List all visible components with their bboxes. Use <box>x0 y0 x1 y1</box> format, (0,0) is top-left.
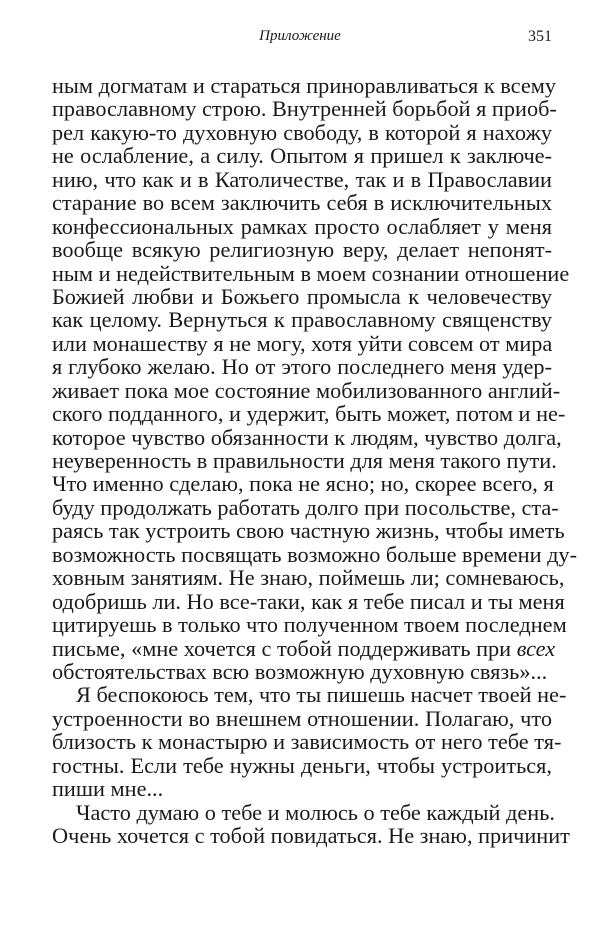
text-line: устроенности во внешнем отношении. Полагаю, что <box>52 705 552 731</box>
text-line: Что именно сделаю, пока не ясно; но, скорее всего, я <box>52 471 554 497</box>
text-line: живает пока мое состояние мобилизованного англий- <box>52 377 561 403</box>
italic-emphasis: всех <box>516 635 556 661</box>
text-line: как целому. Вернуться к православному священству <box>52 307 552 333</box>
text-line: нию, что как и в Католичестве, так и в Православии <box>52 166 552 192</box>
text-line: Часто думаю о тебе и молюсь о тебе каждый день. <box>76 799 555 825</box>
text-line: неуверенность в правильности для меня такого пути. <box>52 448 557 473</box>
text-line: близость к монастырю и зависимость от него тебе тя- <box>52 729 562 755</box>
page-number: 351 <box>528 28 552 45</box>
text-line: обстоятельствах всю возможную духовную связь»... <box>52 658 548 684</box>
text-line: или монашеству я не могу, хотя уйти совсем от мира <box>52 330 553 356</box>
text-line: не ослабление, а силу. Опытом я пришел к заключе- <box>52 143 552 169</box>
text-line: пиши мне... <box>52 776 164 802</box>
text-line: возможность посвящать возможно больше времени ду- <box>52 541 577 567</box>
text-line: ным и недействительным в моем сознании отношение <box>52 260 570 286</box>
text-line: конфессиональных рамках просто ослабляет у меня <box>52 213 552 239</box>
text-line: которое чувство обязанности к людям, чувство долга, <box>52 424 562 450</box>
text-line <box>52 635 556 661</box>
text-line: православному строю. Внутренней борьбой я приоб- <box>52 96 557 122</box>
body-text <box>52 73 577 848</box>
text-line: цитируешь в только что полученном твоем последнем <box>52 612 567 638</box>
paragraph <box>52 73 577 684</box>
text-line: раясь так устроить свою частную жизнь, чтобы иметь <box>52 518 565 544</box>
text-line: Очень хочется с тобой повидаться. Не знаю, причинит <box>52 823 570 848</box>
text-line: одобришь ли. Но все-таки, как я тебе писал и ты меня <box>52 588 565 614</box>
text-line: рел какую-то духовную свободу, в которой я нахожу <box>52 119 552 145</box>
paragraph <box>52 799 570 848</box>
text-line: старание во всем заключить себя в исключительных <box>52 190 552 216</box>
text-line: Я беспокоюсь тем, что ты пишешь насчет твоей не- <box>76 682 567 708</box>
text-line: я глубоко желаю. Но от этого последнего меня удер- <box>52 354 552 380</box>
running-header-title: Приложение <box>259 28 341 44</box>
text-segment: письме, «мне хочется с тобой поддерживать при <box>52 635 517 661</box>
text-line: гостны. Если тебе нужны деньги, чтобы устроиться, <box>52 752 552 778</box>
paragraph <box>52 682 567 802</box>
text-line: ным догматам и стараться приноравливаться к всему <box>52 73 556 98</box>
text-line: Божией любви и Божьего промысла к человечеству <box>52 283 552 309</box>
text-line: ского подданного, и удержит, быть может, потом и не- <box>52 401 566 427</box>
text-line: буду продолжать работать долго при посольстве, ста- <box>52 494 559 520</box>
text-line: ховным занятиям. Не знаю, поймешь ли; сомневаюсь, <box>52 565 565 591</box>
text-line: вообще всякую религиозную веру, делает непонят- <box>52 237 552 263</box>
